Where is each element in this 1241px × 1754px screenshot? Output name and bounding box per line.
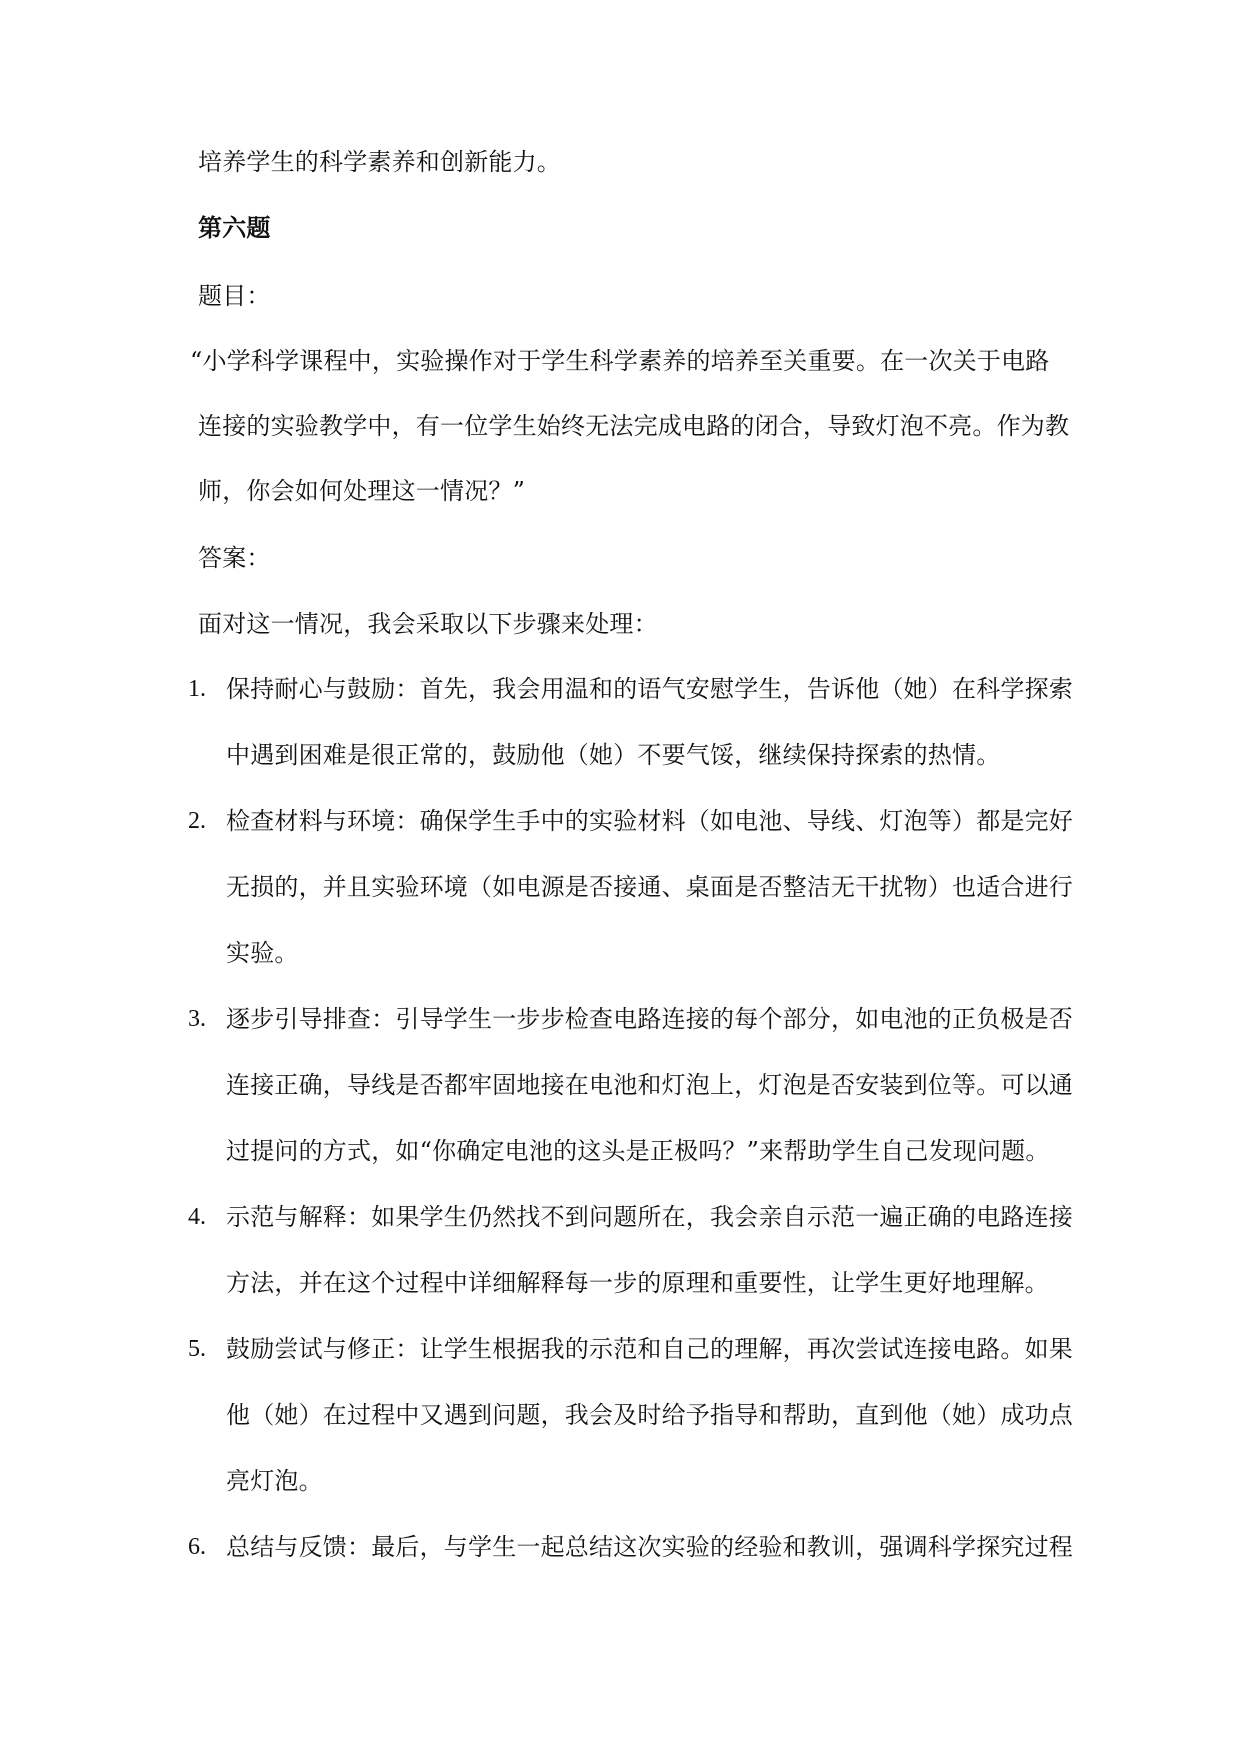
step-line: 无损的，并且实验环境（如电源是否接通、桌面是否整洁无干扰物）也适合进行 [226,873,1073,901]
step-number: 5. [188,1336,206,1362]
step-number: 1. [188,676,206,702]
step-line: 实验。 [226,939,299,967]
step-line: 方法，并在这个过程中详细解释每一步的原理和重要性，让学生更好地理解。 [226,1269,1049,1297]
step-line: 连接正确，导线是否都牢固地接在电池和灯泡上，灯泡是否安装到位等。可以通 [226,1071,1073,1099]
intro-tail-text: 培养学生的科学素养和创新能力。 [198,148,561,176]
step-line: 保持耐心与鼓励：首先，我会用温和的语气安慰学生，告诉他（她）在科学探索 [226,675,1073,703]
question-line: 连接的实验教学中，有一位学生始终无法完成电路的闭合，导致灯泡不亮。作为教 [198,412,1070,440]
step-number: 6. [188,1534,206,1560]
question-line: “小学科学课程中，实验操作对于学生科学素养的培养至关重要。在一次关于电路 [190,347,1050,375]
step-line: 中遇到困难是很正常的，鼓励他（她）不要气馁，继续保持探索的热情。 [226,741,1001,769]
question-label: 题目： [198,282,271,310]
step-number: 4. [188,1204,206,1230]
section-heading: 第六题 [198,213,271,242]
step-line: 过提问的方式，如“你确定电池的这头是正极吗？”来帮助学生自己发现问题。 [226,1137,1050,1165]
step-number: 2. [188,808,206,834]
step-line: 亮灯泡。 [226,1467,323,1495]
question-line: 师，你会如何处理这一情况？” [198,477,526,505]
step-line: 他（她）在过程中又遇到问题，我会及时给予指导和帮助，直到他（她）成功点 [226,1401,1073,1429]
step-line: 总结与反馈：最后，与学生一起总结这次实验的经验和教训，强调科学探究过程 [226,1533,1073,1561]
step-number: 3. [188,1006,206,1032]
step-line: 检查材料与环境：确保学生手中的实验材料（如电池、导线、灯泡等）都是完好 [226,807,1073,835]
answer-intro: 面对这一情况，我会采取以下步骤来处理： [198,610,658,638]
step-line: 示范与解释：如果学生仍然找不到问题所在，我会亲自示范一遍正确的电路连接 [226,1203,1073,1231]
step-line: 鼓励尝试与修正：让学生根据我的示范和自己的理解，再次尝试连接电路。如果 [226,1335,1073,1363]
answer-label: 答案： [198,544,271,572]
step-line: 逐步引导排查：引导学生一步步检查电路连接的每个部分，如电池的正负极是否 [226,1005,1073,1033]
